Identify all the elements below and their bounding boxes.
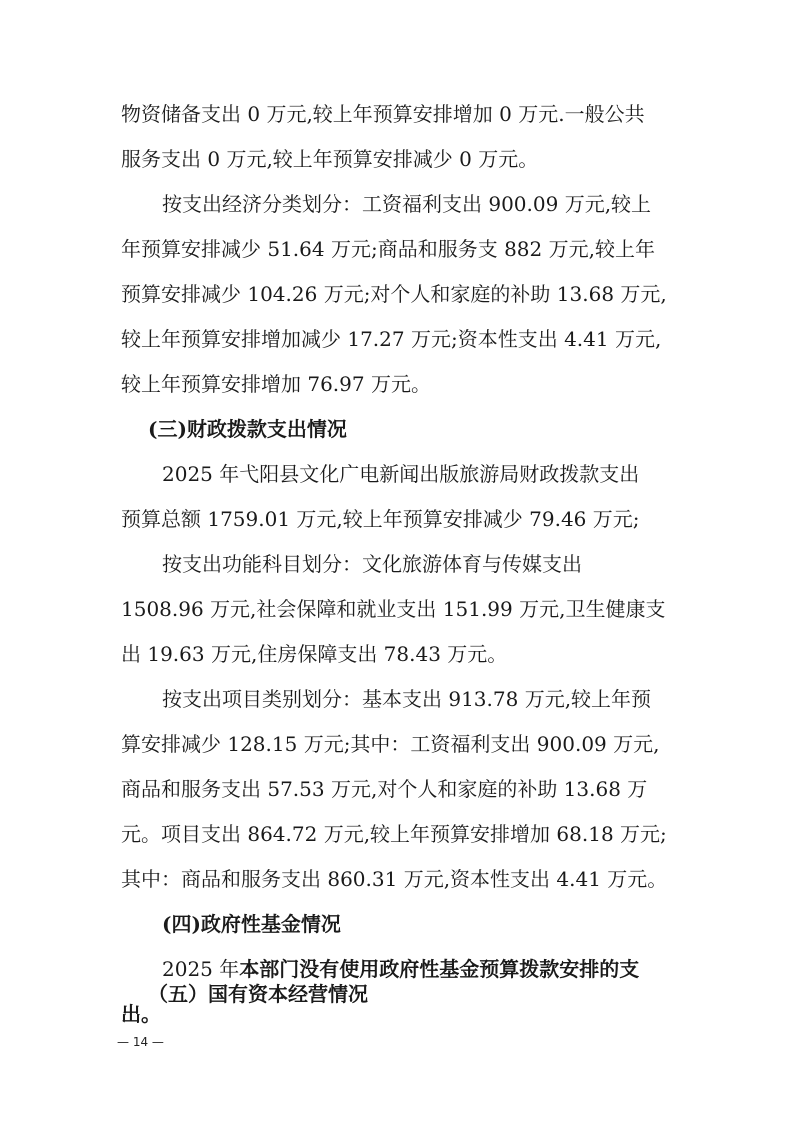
paragraph-line: 出。 <box>121 1002 161 1026</box>
paragraph-line: 按支出功能科目划分：文化旅游体育与传媒支出 <box>162 552 582 576</box>
paragraph-line: 2025 年弋阳县文化广电新闻出版旅游局财政拨款支出 <box>162 462 640 486</box>
section-heading: （五）国有资本经营情况 <box>148 982 368 1006</box>
paragraph-line: 按支出项目类别划分：基本支出 913.78 万元,较上年预 <box>162 687 652 711</box>
section-heading: (四)政府性基金情况 <box>162 912 341 936</box>
paragraph-line: 物资储备支出 0 万元,较上年预算安排增加 0 万元.一般公共 <box>121 102 645 126</box>
paragraph-line: 较上年预算安排增加 76.97 万元。 <box>121 372 431 396</box>
paragraph-line: 预算总额 1759.01 万元,较上年预算安排减少 79.46 万元; <box>121 507 640 531</box>
page-number: — 14 — <box>117 1035 164 1049</box>
paragraph-line <box>162 955 639 983</box>
paragraph-line: 其中：商品和服务支出 860.31 万元,资本性支出 4.41 万元。 <box>121 867 668 891</box>
paragraph-line: 年预算安排减少 51.64 万元;商品和服务支 882 万元,较上年 <box>121 237 655 261</box>
paragraph-line: 出 19.63 万元,住房保障支出 78.43 万元。 <box>121 642 508 666</box>
paragraph-line: 元。项目支出 864.72 万元,较上年预算安排增加 68.18 万元; <box>121 822 667 846</box>
paragraph-line: 服务支出 0 万元,较上年预算安排减少 0 万元。 <box>121 147 539 171</box>
paragraph-line: 1508.96 万元,社会保障和就业支出 151.99 万元,卫生健康支 <box>121 597 666 621</box>
paragraph-line: 预算安排减少 104.26 万元;对个人和家庭的补助 13.68 万元, <box>121 282 667 306</box>
paragraph-line: 商品和服务支出 57.53 万元,对个人和家庭的补助 13.68 万 <box>121 777 648 801</box>
paragraph-line: 算安排减少 128.15 万元;其中：工资福利支出 900.09 万元, <box>121 732 660 756</box>
section-heading: (三)财政拨款支出情况 <box>148 417 347 441</box>
paragraph-line: 按支出经济分类划分：工资福利支出 900.09 万元,较上 <box>162 192 652 216</box>
paragraph-line: 较上年预算安排增加减少 17.27 万元;资本性支出 4.41 万元, <box>121 327 662 351</box>
paragraph-text: 2025 年 <box>162 957 240 981</box>
paragraph-bold-text: 本部门没有使用政府性基金预算拨款安排的支 <box>239 957 640 981</box>
